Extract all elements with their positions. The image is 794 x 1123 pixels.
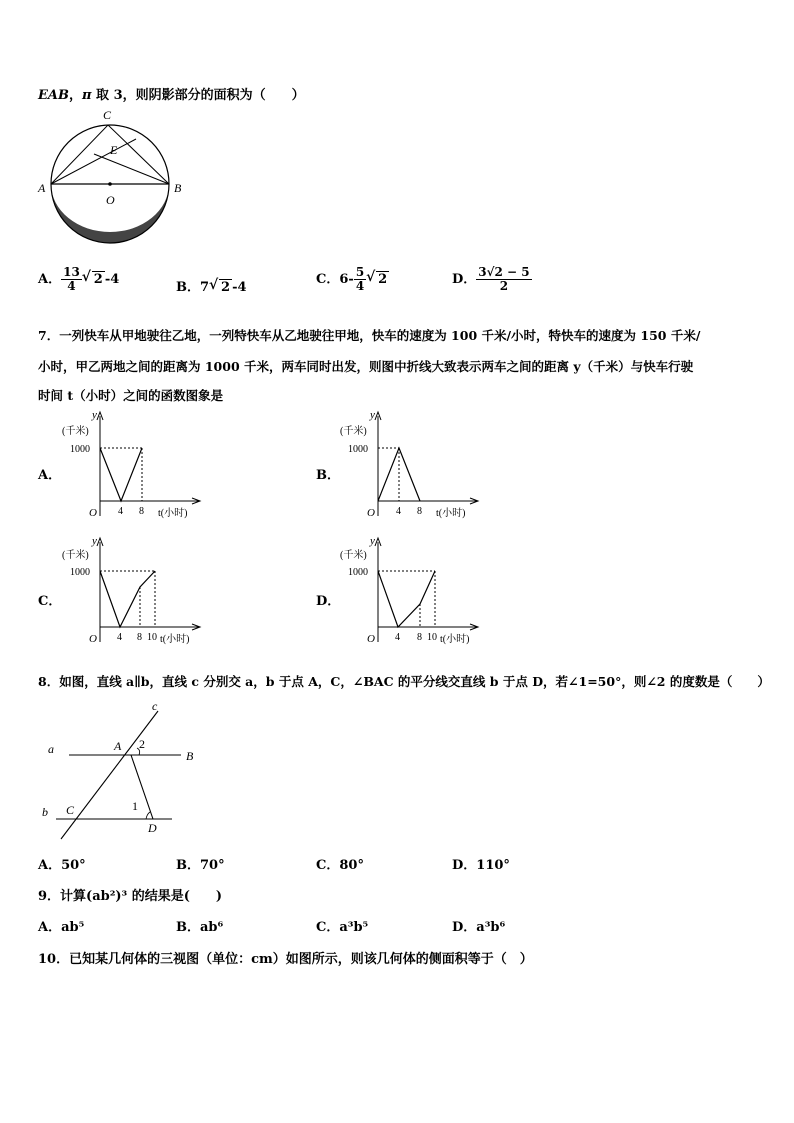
label-C: C <box>103 108 112 122</box>
numerator: 3√2 − 5 <box>478 265 530 279</box>
label-D: D <box>148 821 157 835</box>
q8-option-D[interactable]: D．110° <box>452 858 510 873</box>
tick-8: 8 <box>417 506 422 517</box>
question-8: 8．如图，直线 a∥b，直线 c 分别交 a，b 于点 A，C，∠BAC 的平分线交直线 b 于点 D，若∠1=50°，则∠2 的度数是（ ） <box>38 674 770 689</box>
graph-line <box>378 571 435 627</box>
q6-option-C[interactable] <box>316 266 389 293</box>
figure-8-parallel-lines <box>36 698 206 844</box>
numerator: 5 <box>355 265 365 279</box>
q7-graph-D <box>338 534 488 652</box>
q7-graph-B <box>338 408 488 526</box>
center-point <box>108 182 112 186</box>
origin-label: O <box>367 507 375 519</box>
graph-line <box>100 571 155 627</box>
tick-4: 4 <box>396 506 401 517</box>
denominator: 4 <box>355 279 365 293</box>
option-letter: D． <box>452 272 477 287</box>
label-O: O <box>106 193 115 207</box>
q6-option-A[interactable] <box>38 266 119 293</box>
t-label: t(小时) <box>158 508 188 519</box>
question-7-line-1: 7．一列快车从甲地驶往乙地，一列特快车从乙地驶往甲地，快车的速度为 100 千米/小时，特快车的速度为 150 千米/ <box>38 328 701 343</box>
graph-line <box>100 448 142 501</box>
prefix: 6- <box>339 272 354 287</box>
figure-6-circle <box>36 106 188 248</box>
label-E: E <box>110 143 118 157</box>
tick-1000: 1000 <box>348 567 368 578</box>
tick-10: 10 <box>147 632 157 643</box>
label-a: a <box>48 742 54 756</box>
q7-option-A-label[interactable]: A． <box>38 468 62 483</box>
q7-graph-A <box>60 408 210 526</box>
sqrt: √ 2 <box>219 279 232 295</box>
q6-option-D[interactable] <box>452 266 532 293</box>
tick-1000: 1000 <box>348 444 368 455</box>
denominator: 4 <box>67 279 76 293</box>
q7-option-B-label[interactable]: B． <box>316 468 340 483</box>
q9-option-A[interactable]: A．ab⁵ <box>38 920 85 935</box>
fraction <box>476 266 531 293</box>
tail: -4 <box>232 280 247 295</box>
numerator: 13 <box>63 265 80 279</box>
y-label: y <box>370 535 375 547</box>
q6-text: 取 3，则阴影部分的面积为（ ） <box>96 88 305 103</box>
pi-symbol: π <box>82 88 92 103</box>
sqrt: √ 2 <box>92 271 105 287</box>
y-label: y <box>92 535 97 547</box>
denominator: 2 <box>499 279 509 293</box>
q9-option-B[interactable]: B．ab⁶ <box>176 920 224 935</box>
tick-4: 4 <box>117 632 122 643</box>
tick-1000: 1000 <box>70 444 90 455</box>
fraction <box>354 266 366 293</box>
tick-4: 4 <box>395 632 400 643</box>
label-c: c <box>152 699 158 713</box>
y-label: y <box>370 409 375 421</box>
unit-label: (千米) <box>340 550 367 561</box>
tick-1000: 1000 <box>70 567 90 578</box>
tick-8: 8 <box>139 506 144 517</box>
option-letter: A． <box>38 272 62 287</box>
segment-EB <box>94 154 169 184</box>
t-label: t(小时) <box>440 634 470 645</box>
y-label: y <box>92 409 97 421</box>
q7-option-C-label[interactable]: C． <box>38 594 62 609</box>
label-A: A <box>38 181 46 195</box>
origin-label: O <box>89 507 97 519</box>
tick-8: 8 <box>137 632 142 643</box>
origin-label: O <box>367 633 375 645</box>
label-angle-2: 2 <box>139 737 145 751</box>
tail: -4 <box>104 272 120 287</box>
line-c <box>61 711 158 839</box>
label-B: B <box>186 749 194 763</box>
q8-option-A[interactable]: A．50° <box>38 858 86 873</box>
option-letter: B． <box>176 280 200 295</box>
q6-option-B[interactable] <box>176 276 247 295</box>
unit-label: (千米) <box>62 550 89 561</box>
q9-option-D[interactable]: D．a³b⁶ <box>452 920 506 935</box>
q6-italic-label: EAB <box>38 88 69 103</box>
question-9: 9．计算(ab²)³ 的结果是( ) <box>38 889 223 904</box>
question-7-line-3: 时间 t（小时）之间的函数图象是 <box>38 388 224 403</box>
q7-graph-C <box>60 534 210 652</box>
sqrt: √ 2 <box>376 271 389 287</box>
tick-10: 10 <box>427 632 437 643</box>
angle-1-arc <box>146 812 150 819</box>
prefix: 7 <box>200 280 210 295</box>
t-label: t(小时) <box>436 508 466 519</box>
option-letter: C． <box>316 272 340 287</box>
label-C: C <box>66 803 75 817</box>
segment-AE <box>51 139 136 184</box>
tick-4: 4 <box>118 506 123 517</box>
t-label: t(小时) <box>160 634 190 645</box>
unit-label: (千米) <box>340 426 367 437</box>
question-10: 10．已知某几何体的三视图（单位：cm）如图所示，则该几何体的侧面积等于（ ） <box>38 952 533 967</box>
q8-option-C[interactable]: C．80° <box>316 858 364 873</box>
question-7-line-2: 小时，甲乙两地之间的距离为 1000 千米，两车同时出发，则图中折线大致表示两车之间的距离 y（千米）与快车行驶 <box>38 359 694 374</box>
q9-option-C[interactable]: C．a³b⁵ <box>316 920 369 935</box>
question-6-tail <box>38 84 305 103</box>
label-A: A <box>114 739 122 753</box>
origin-label: O <box>89 633 97 645</box>
label-b: b <box>42 805 48 819</box>
unit-label: (千米) <box>62 426 89 437</box>
label-B: B <box>174 181 182 195</box>
q8-option-B[interactable]: B．70° <box>176 858 225 873</box>
tick-8: 8 <box>417 632 422 643</box>
q7-option-D-label[interactable]: D． <box>316 594 341 609</box>
q6-comma: ， <box>68 88 82 103</box>
label-angle-1: 1 <box>132 799 138 813</box>
fraction <box>61 266 82 293</box>
